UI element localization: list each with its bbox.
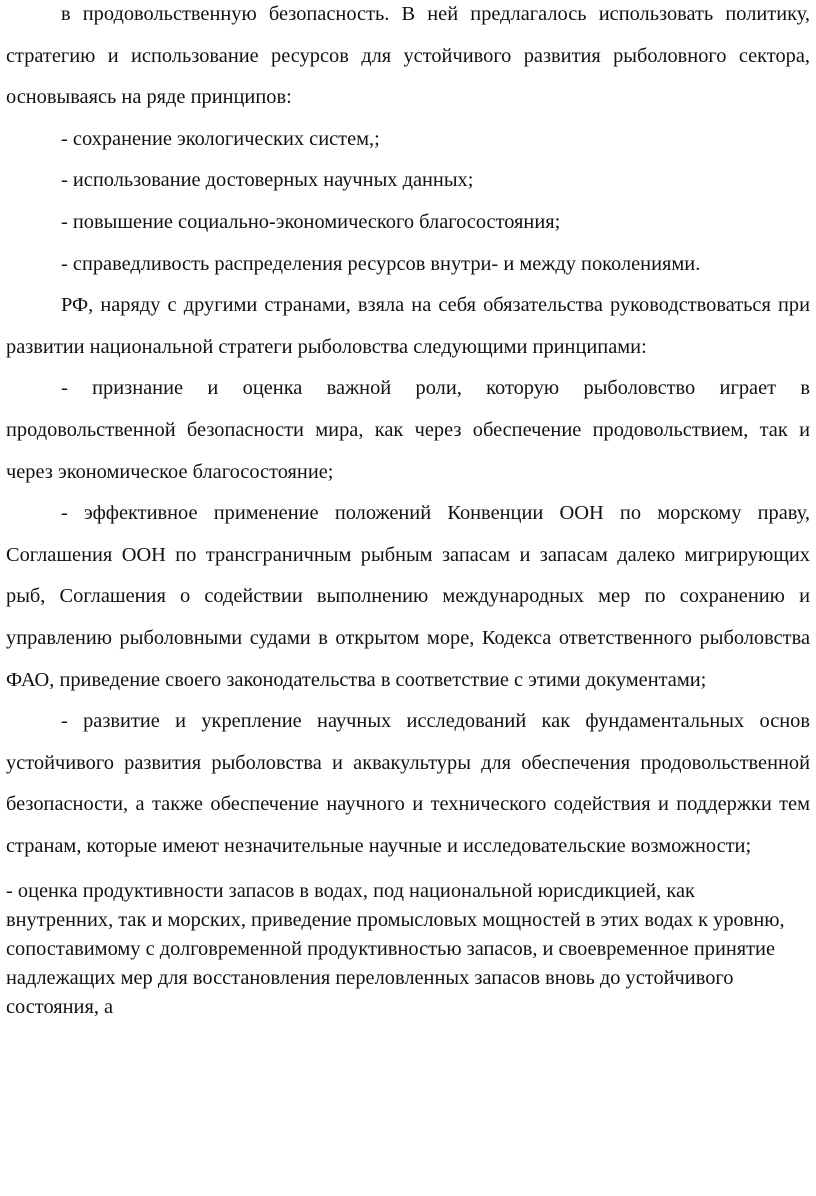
list-item-scientific-data: - использование достоверных научных данных; [61, 169, 474, 192]
paragraph-rf-obligations: РФ, наряду с другими странами, взяла на себя обязательства руководствоваться при развитии национальной стратеги рыболовства следующими принципами: [6, 294, 810, 358]
list-item-stock-assessment: - оценка продуктивности запасов в водах, под национальной юрисдикцией, как внутренних, так и морских, приведение промысловых мощностей в этих водах к уровню, сопоставимому с долговременной продуктивностью запасов, и своевременное принятие надлежащих мер для восстановления переловленных запасов вновь до устойчивого состояния, а [6, 880, 785, 1019]
list-item-research: - развитие и укрепление научных исследований как фундаментальных основ устойчивого развития рыболовства и аквакультуры для обеспечения продовольственной безопасности, а также обеспечение научного и технического содействия и поддержки тем странам, которые имеют незначительные научные и исследовательские возможности; [6, 710, 810, 857]
list-item-conventions: - эффективное применение положений Конвенции ООН по морскому праву, Соглашения ООН по трансграничным рыбным запасам и запасам далеко мигрирующих рыб, Соглашения о содействии выполнению международных мер по сохранению и управлению рыболовными судами в открытом море, Кодекса ответственного рыболовства ФАО, приведение своего законодательства в соответствие с этими документами; [6, 502, 810, 691]
list-item-welfare: - повышение социально-экономического благосостояния; [61, 210, 561, 233]
list-item-equity: - справедливость распределения ресурсов внутри- и между поколениями. [61, 252, 701, 275]
list-item-ecosystems: - сохранение экологических систем,; [61, 127, 380, 150]
paragraph-intro: в продовольственную безопасность. В ней предлагалось использовать политику, стратегию и использование ресурсов для устойчивого развития рыболовного сектора, основываясь на ряде принципов: [6, 3, 810, 109]
document-body [6, 0, 810, 867]
list-item-food-security: - признание и оценка важной роли, которую рыболовство играет в продовольственной безопасности мира, как через обеспечение продовольствием, так и через экономическое благосостояние; [6, 377, 810, 483]
